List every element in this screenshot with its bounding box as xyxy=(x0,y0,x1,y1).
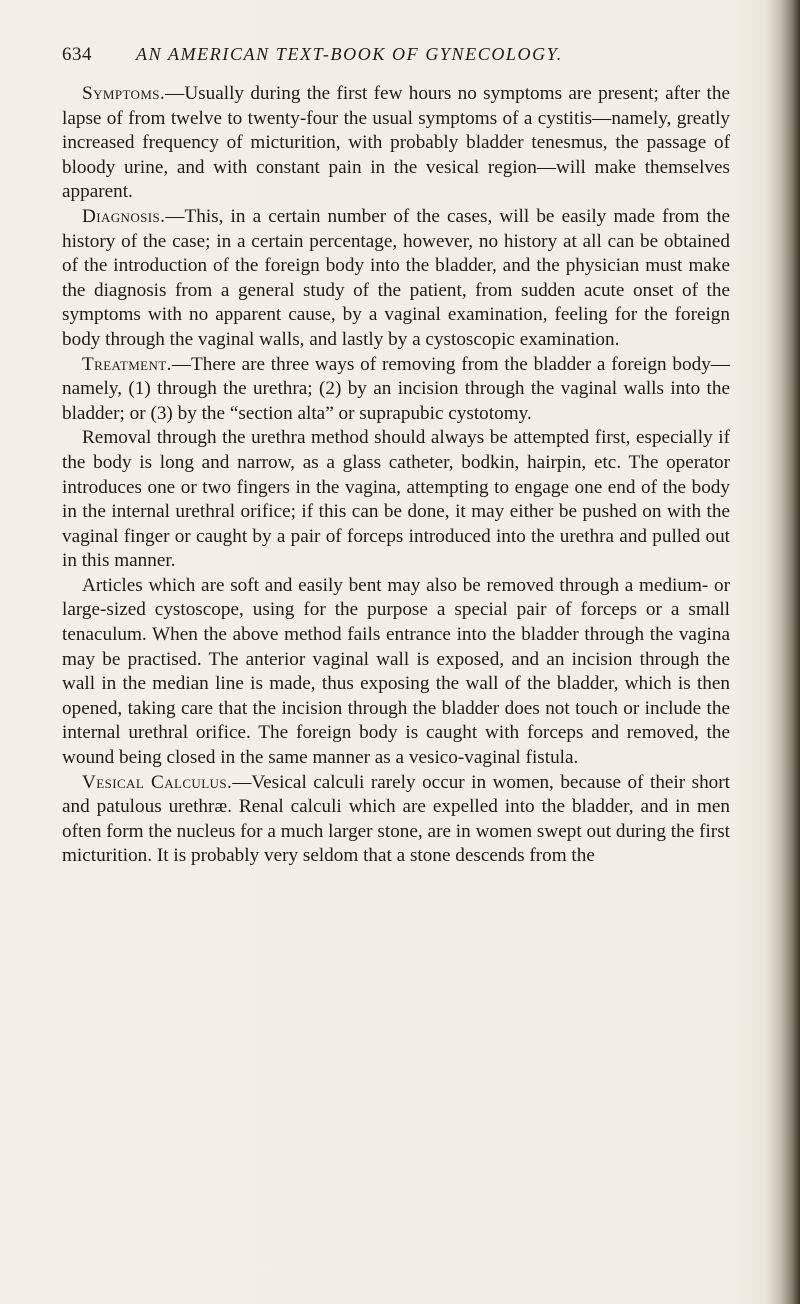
section-heading: Symptoms. xyxy=(82,83,166,104)
paragraph-vesical-calculus xyxy=(62,771,730,869)
paragraph-text: —This, in a certain number of the cases, will be easily made from the history of the case; in a certain percentage, however, no history at all can be obtained of the introduction of the foreign body into the bladder, and the physician must make the diagnosis from a general study of the patient, from sudden acute onset of the symptoms with no apparent cause, by a vaginal examination, feeling for the foreign body through the vaginal walls, and lastly by a cystoscopic examination. xyxy=(62,205,730,350)
paragraph-diagnosis xyxy=(62,205,730,353)
paragraph-urethral-removal xyxy=(62,426,730,574)
section-heading: Vesical Calculus. xyxy=(82,771,233,793)
paragraph-cystoscope-removal xyxy=(62,574,730,771)
page-binding-edge xyxy=(766,0,800,1304)
paragraph-text: —Usually during the first few hours no symptoms are present; after the lapse of from twelve to twenty-four the usual symptoms of a cystitis—namely, greatly increased frequency of micturition, with probably bladder tenesmus, the passage of bloody urine, and with constant pain in the vesical region—will make themselves apparent. xyxy=(62,83,730,203)
paragraph-text: Articles which are soft and easily bent may also be removed through a medium- or large-sized cystoscope, using for the purpose a special pair of forceps or a small tenaculum. When the above method fails entrance into the bladder through the vagina may be practised. The anterior vaginal wall is exposed, and an incision through the wall in the median line is made, thus exposing the wall of the bladder, which is then opened, taking care that the incision through the bladder does not touch or include the internal urethral orifice. The foreign body is caught with forceps and removed, the wound being closed in the same manner as a vesico-vaginal fistula. xyxy=(62,574,730,769)
section-heading: Treatment. xyxy=(82,353,172,375)
paragraph-text: —There are three ways of removing from the bladder a foreign body—namely, (1) through the urethra; (2) by an incision through the vaginal walls into the bladder; or (3) by the “section alta” or suprapubic cystotomy. xyxy=(62,353,730,424)
paragraph-text: —Vesical calculi rarely occur in women, because of their short and patulous urethræ. Renal calculi which are expelled into the bladder, and in men often form the nucleus for a much larger stone, are in women swept out during the first micturition. It is probably very seldom that a stone descends from the xyxy=(62,771,730,867)
section-heading: Diagnosis. xyxy=(82,205,166,227)
paragraph-treatment xyxy=(62,353,730,427)
body-text xyxy=(62,82,730,869)
page-header xyxy=(62,44,722,74)
page-number: 634 xyxy=(62,44,92,65)
paragraph-symptoms xyxy=(62,82,730,205)
paragraph-text: Removal through the urethra method should always be attempted first, especially if the body is long and narrow, as a glass catheter, bodkin, hairpin, etc. The operator introduces one or two fingers in the vagina, attempting to engage one end of the body in the internal urethral orifice; if this can be done, it may either be pushed on with the vaginal finger or caught by a pair of forceps introduced into the urethra and pulled out in this manner. xyxy=(62,427,730,572)
running-title: AN AMERICAN TEXT-BOOK OF GYNECOLOGY. xyxy=(136,44,563,64)
